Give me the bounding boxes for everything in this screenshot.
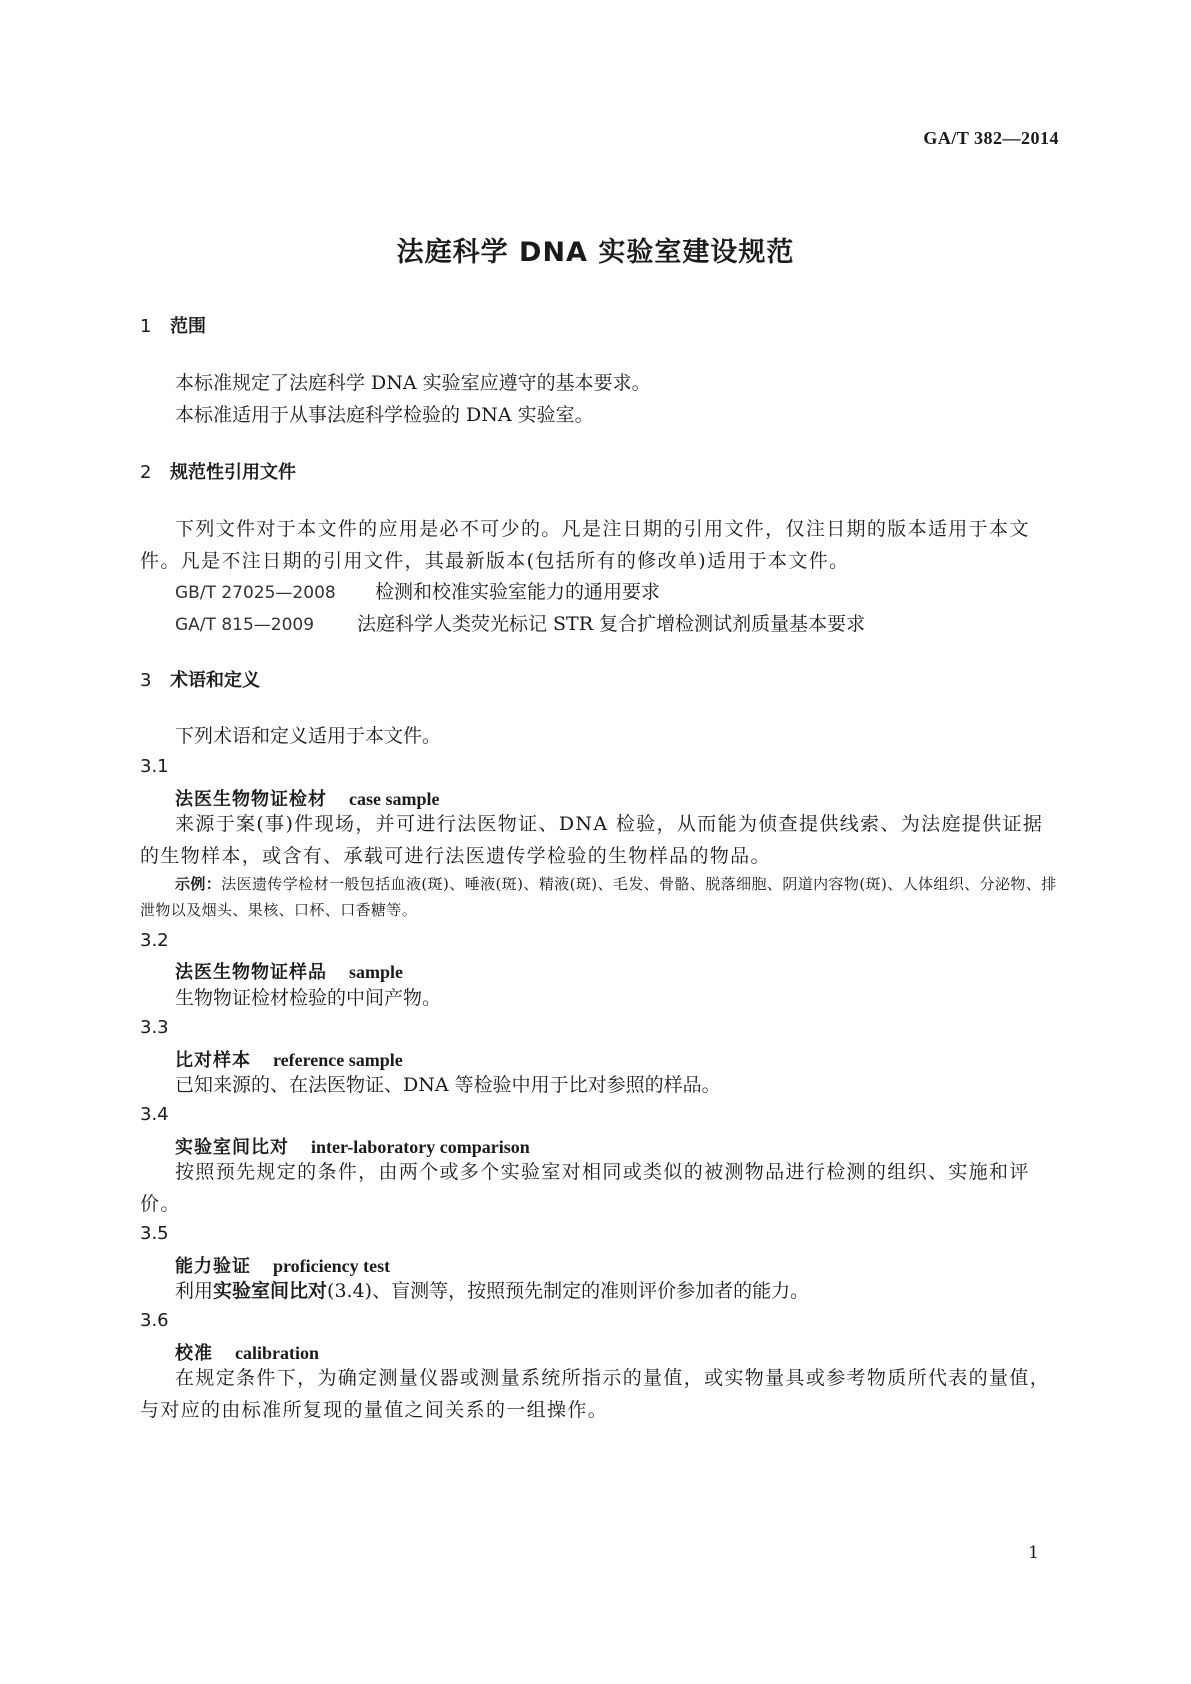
section-2-heading <box>140 458 296 484</box>
reference-title: 检测和校准实验室能力的通用要求 <box>375 581 661 603</box>
document-title: 法庭科学 DNA 实验室建设规范 <box>396 237 795 268</box>
example-label: 示例： <box>175 875 222 893</box>
term-en: sample <box>349 962 403 982</box>
clause-number: 3.1 <box>140 756 169 777</box>
cross-reference: 实验室间比对 <box>213 1280 328 1302</box>
paragraph: 下列术语和定义适用于本文件。 <box>175 725 442 747</box>
section-number: 2 <box>140 462 152 483</box>
paragraph: 本标准规定了法庭科学 DNA 实验室应遵守的基本要求。 <box>175 372 651 394</box>
example-note <box>140 871 1060 923</box>
term-definition: 已知来源的、在法医物证、DNA 等检验中用于比对参照的样品。 <box>175 1074 721 1096</box>
term-definition: 生物物证检材检验的中间产物。 <box>175 987 442 1009</box>
reference-code: GA/T 815—2009 <box>175 615 315 635</box>
term-definition: 在规定条件下，为确定测量仪器或测量系统所指示的量值，或实物量具或参考物质所代表的量值，与对应的由标准所复现的量值之间关系的一组操作。 <box>140 1367 1051 1421</box>
paragraph: 下列文件对于本文件的应用是必不可少的。凡是注日期的引用文件，仅注日期的版本适用于本文件。凡是不注日期的引用文件，其最新版本(包括所有的修改单)适用于本文件。 <box>140 518 1030 572</box>
term-en: calibration <box>235 1343 319 1363</box>
clause-number: 3.3 <box>140 1017 169 1038</box>
clause-number: 3.5 <box>140 1223 169 1244</box>
term-en: reference sample <box>273 1050 403 1070</box>
section-number: 3 <box>140 670 152 691</box>
clause-number: 3.6 <box>140 1310 169 1331</box>
term-zh: 比对样本 <box>175 1050 251 1071</box>
section-title: 术语和定义 <box>170 670 260 691</box>
definition-text: (3.4)、盲测等，按照预先制定的准则评价参加者的能力。 <box>327 1280 810 1302</box>
term-zh: 法医生物物证样品 <box>175 962 327 983</box>
page-number: 1 <box>1028 1543 1039 1563</box>
term-definition: 来源于案(事)件现场，并可进行法医物证、DNA 检验，从而能为侦查提供线索、为法庭提供证据的生物样本，或含有、承载可进行法医遗传学检验的生物样品的物品。 <box>140 813 1044 867</box>
section-1-heading <box>140 312 206 338</box>
standard-code: GA/T 382—2014 <box>923 128 1059 148</box>
section-title: 范围 <box>170 316 206 337</box>
reference-title: 法庭科学人类荧光标记 STR 复合扩增检测试剂质量基本要求 <box>357 613 866 635</box>
section-title: 规范性引用文件 <box>170 462 296 483</box>
term-definition: 按照预先规定的条件，由两个或多个实验室对相同或类似的被测物品进行检测的组织、实施和评价。 <box>140 1161 1030 1215</box>
term-zh: 实验室间比对 <box>175 1137 289 1158</box>
term-definition <box>175 1275 809 1307</box>
term-en: inter-laboratory comparison <box>311 1137 530 1157</box>
section-number: 1 <box>140 316 152 337</box>
section-3-heading <box>140 666 260 692</box>
example-text: 法医遗传学检材一般包括血液(斑)、唾液(斑)、精液(斑)、毛发、骨骼、脱落细胞、阴道内容物(斑)、人体组织、分泌物、排泄物以及烟头、果核、口杯、口香糖等。 <box>140 875 1057 919</box>
term-zh: 校准 <box>175 1343 213 1364</box>
term-en: case sample <box>349 789 440 809</box>
clause-number: 3.4 <box>140 1104 169 1125</box>
term-entry <box>175 958 403 984</box>
normative-reference <box>175 609 865 636</box>
term-zh: 能力验证 <box>175 1256 251 1277</box>
clause-number: 3.2 <box>140 930 169 951</box>
term-zh: 法医生物物证检材 <box>175 789 327 810</box>
term-en: proficiency test <box>273 1256 391 1276</box>
definition-text: 利用 <box>175 1280 214 1302</box>
reference-code: GB/T 27025—2008 <box>175 583 336 603</box>
paragraph: 本标准适用于从事法庭科学检验的 DNA 实验室。 <box>175 404 594 426</box>
normative-reference <box>175 577 660 604</box>
